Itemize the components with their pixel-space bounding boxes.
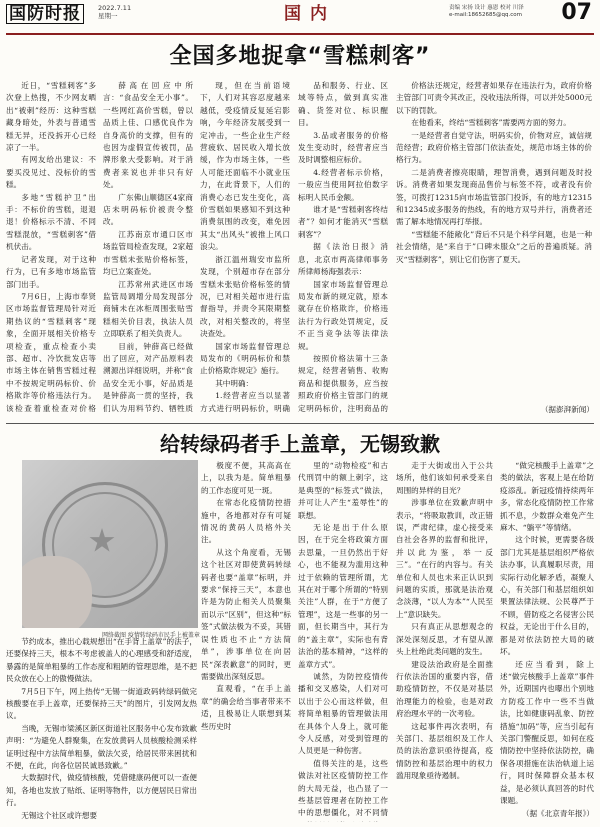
paragraph: “做完核酸手上盖章”之类的做法，客观上是在给防疫添乱。新冠疫情持续两年多，常态化疫情防控工作常抓不息，少数群众难免产生麻木、“躺平”等情绪。 (500, 461, 594, 533)
paragraph: 无论是出于什么原因，在于完全将政策方面去思量，一旦仍然出于好心，也不能视为滥用这种过于依赖的管理所谓，尤其在对于哪个所谓的“特别关注”人群，在于“方便了管理”，这是一些事的另一面，但长期当中，其行为的“盖主章”，实际也有背法治的基本精神，“这样的盖章方式”。 (298, 523, 388, 669)
paragraph: 二是消费者擦亮眼睛，理智消费，遇到问题及时投诉。消费者如果发现商品售价与标签不符，或者没有价签，可拨打12315向市场监管部门投诉，有的地方12315和12345或多服务的热线，有的地方双号并行，消费者还需了解本地情况再打举报。 (396, 167, 592, 227)
article2-column-1 (6, 636, 197, 822)
paragraph: 无锡这个社区或许想要 (21, 810, 98, 820)
article1-column-5 (396, 80, 592, 402)
paragraph: 目前，钟薛高已经做出了回应，对产品原料表溯源出详细说明，并称“食品安全无小事，好品质是是钟薛高一贯的坚持，我们认为用料节约、牺牲质 (103, 341, 193, 413)
article2-column-4 (396, 460, 493, 822)
paragraph: 值得关注的是，这些做法对社区疫情防控工作的大局无益，也凸显了一些基层管理者在防控工作中的思想僵化，对不同情 (298, 758, 388, 818)
paragraph: 一是经营者自觉守法，明码实价，价物对应，诚信规范经营；政府价格主管部门依法查处，规范市场主体的价格行为。 (396, 130, 592, 165)
page-number: 07 (561, 0, 592, 25)
paragraph: 从这个角度看，无锡这个社区对即使黄码转绿码者也要“盖章”标明，并要求“保持三天”，本意也许是为防止相关人员聚集而以示“区别”，但这种“标签”式做法极为不妥，其错误性质也不止“方法简单”，涉事单位在向居民“深表歉意”的同时，更需要做出深刻反思。 (201, 547, 291, 681)
paragraph: 国家市场监督管理总局发布的《明码标价和禁止价格欺诈规定》施行。 (200, 341, 290, 376)
article1-headline: 全国多地捉拿“雪糕刺客” (169, 44, 431, 69)
paragraph: 还应当看到，除上述“做完核酸手上盖章”事件外，近期国内也曝出个别地方防疫工作中一些不当做法，比如健康码乱象、防控措施“加码”等，应当引起有关部门警醒反思，如何在疫情防控中坚持依法防控，确保各项措施在法治轨道上运行，同时保障群众基本权益，是必须认真回答的时代课题。 (500, 659, 594, 805)
paragraph: 3.品或者服务的价格发生变动时，经营者应当及时调整相应标价。 (298, 130, 388, 165)
paragraph: 这起事件再次表明，有关部门、基层组织及工作人员的法治意识亟待提高，疫情防控和基层治理中的权力滥用现象亟待遏制。 (396, 721, 493, 781)
paragraph: 现，但在当前语境下，人们对其容忍度越来越低，受疫情反复延宕影响，今年经济发展受到一定冲击，一些企业生产经营疲软、居民收入增长放缓，作为市场主体，一些人可能还面临不小就业压力，在此背景下，人们的消费心态已发生变化，高价雪糕如果感知不到这种消费氛围的改变，难免因其太“出风头”被推上风口浪尖。 (200, 81, 290, 252)
article2-headline: 给转绿码者手上盖章，无锡致歉 (160, 432, 440, 456)
issue-date: 2022.7.11 (98, 4, 132, 12)
paragraph: 据《法治日报》消息，北京市两高律师事务所律师杨海强表示： (298, 242, 388, 277)
paragraph: 节约成本，推出心载规想出“在手背上盖章”的法子，还要保持三天，根本不考虑被盖人的心理感受和舒适度，暴露的是简单粗暴的工作态度和粗陋的管理思维，是不把民众放在心上的傲慢做法。 (6, 637, 197, 684)
editor-credits (449, 5, 569, 19)
paragraph: 1.经营者应当以显著方式进行明码标价，明确 (200, 391, 290, 413)
photo-caption: 网络截图 疫情转绿码市民手上被盖章 (102, 632, 200, 639)
article2-column-3 (298, 460, 388, 822)
paragraph: 品和服务、行业、区域等特点，做到真实准确、货签对位、标识醒目。 (298, 81, 388, 128)
logo-text: 国防时报 (6, 4, 84, 24)
paragraph: 浙江温州瑞安市监所发现，个别超市存在部分雪糕未张贴价格标签的情况，已对相关超市进行监督指导，并责令其限期整改，对相关整改的，将坚决查处。 (200, 254, 290, 339)
newspaper-logo (6, 2, 86, 26)
paragraph: 诚然，为防控疫情传播和交叉感染，人们对可以出于公心而这样做，但将简单粗暴的管理做法用在具体个人身上，就可能令人反感，对受到管理的人员更是一种伤害。 (298, 671, 388, 756)
paragraph: 只有真正从思想观念的深处深刻反思，才有望从源头上杜绝此类问题的发生。 (396, 622, 493, 657)
article1-column-6 (500, 404, 594, 418)
paragraph: 4.经营者标示价格，一般应当使用阿拉伯数字标明人民币金额。 (298, 167, 388, 202)
paragraph: 在常态化疫情防控措施中，各地都对存有可疑情况的黄码人员格外关注。 (201, 498, 291, 545)
paragraph: 其中明确： (215, 378, 254, 388)
paragraph: 江苏南京市通口区市场监管局检查发现，2家超市雪糕未张贴价格标签，均已立案查处。 (103, 229, 193, 277)
paragraph: （据《北京青年报》） (521, 809, 594, 818)
paragraph: 7月6日，上海市奉贤区市场监督管理局针对近期热议的“雪糕刺客”现象，全面开展相关价格专项检查，重点检查小卖部、超市、冷饮批发店等市场主体在销售雪糕过程中不按规定明码标价、价格欺诈等价格违法行为。该检查着重检查对价格 (6, 291, 96, 413)
article1-column-4 (298, 80, 388, 416)
issue-weekday: 星期一 (98, 12, 118, 20)
editor-names: 责编 宋扬 设计 惠恩 校对 川泽 (449, 5, 524, 11)
issue-date-block (98, 4, 131, 20)
paragraph: 直观看，“在手上盖章”的确会给当事者带来不适，且极易让人联想到某些历史时 (201, 684, 291, 731)
paragraph: 记者发现，对于这种行为，已有多地市场监管部门出手。 (6, 254, 96, 289)
article1-column-2 (103, 80, 193, 416)
article1-column-1 (6, 80, 96, 416)
paragraph: 国家市场监督管理总局发布新的规定就，原本就存在价格欺诈，价格违法行为行政处罚规定，反不正当竞争法等法律法规。 (298, 279, 388, 351)
masthead (6, 2, 594, 32)
paragraph: 在他看来，终结“雪糕刺客”需要两方面的努力。 (411, 118, 571, 128)
paragraph: 广东佛山顺德区4家商店未明码标价被责令整改。 (103, 192, 193, 227)
masthead-rule (6, 33, 594, 35)
article2-column-2 (201, 460, 291, 822)
paragraph: 建设法治政府是全面推行依法治国的重要内容，借助疫情防控，不仅是对基层治理能力的检验，也是对政府治理水平的一次考验。 (396, 659, 493, 719)
paragraph: 多地“雪糕护卫”出手：不标价的雪糕，退退退！价格标示不清、不同雪糕混放，“雪糕刺客”借机伏击。 (6, 192, 96, 252)
article1-column-3 (200, 80, 290, 416)
paragraph: 大数据时代，做疫情核酸，凭借健康码便可以一查便知，各地也发放了贴纸、证明等物件，以方便居民日常出行。 (6, 773, 197, 808)
paragraph: （据澎湃新闻） (540, 405, 594, 414)
article2-column-6 (500, 808, 594, 822)
paragraph: 7月5日下午，网上热传“无锡一街道政码转绿码做完核酸要在手上盖章，还要保持三天”的图片，引发网友热议。 (6, 686, 197, 721)
paragraph: 当晚，无锡市梁溪区新区街道社区服务中心发布致歉声明：“为避免人群聚集，在发放黄码人员核酸检测采样证明过程中方法简单粗暴，做法欠妥，给居民带来困扰和不便，在此，向各位居民诚恳致歉。” (6, 723, 197, 771)
paragraph: 走于大街或出入于公共场所，他们该如何承受来自周围的异样的目光？ (396, 461, 493, 495)
paragraph: 这个时候，更需要各级部门尤其是基层组织严格依法办事，认真履职尽责，用实际行动化解矛盾，凝聚人心，有关部门和基层组织如果置法律法规、公民尊严于不顾，借防疫之名侵害公民权益，无论出于什么目的，都是对依法防控大局的破坏。 (500, 535, 594, 657)
paragraph: 按照价格法第十三条规定，经营者销售、收购商品和提供服务，应当按照政府价格主管部门的规定明码标价，注明商品的 (298, 353, 388, 413)
paragraph: 涉事单位在致歉声明中表示，“将吸取教训，改正错误，严肃纪律，虚心接受来自社会各界的监督和批评，并以此为鉴，举一反三”。“在行的内容与。有关单位和人员也未来正认识到问题的实质，那就是法治观念淡薄，“以人为本”“人民至上”意识缺失。 (396, 498, 493, 619)
paragraph: 价格法还规定，经营者如果存在违法行为，政府价格主管部门可责令其改正，没收违法所得，可以并处5000元以下的罚款。 (396, 81, 592, 115)
paragraph: 薛高在回应中所言：“食品安全无小事”。一些网红高价雪糕，曾以品质上佳、口感优良作为自身高价的支撑，但有的也因为虚假宣传被罚，品牌形象大受影响。对于消费者来说也并非只有好处。 (103, 81, 193, 190)
paragraph: “雪糕能不能敞化”背后不只是个科学问题，也是一种社会情绪，是“来自于”口碑未服众”之后的普遍质疑。消灭“雪糕刺客”，别让它们伤害了夏天。 (396, 229, 592, 264)
paragraph: 极度不便，其高高在上，以我为是。简单粗暴的工作态度可见一斑。 (201, 461, 291, 495)
paragraph: 近日，“雪糕刺客”多次登上热搜，不少网友晒出“被刺”经历：这种雪糕藏身暗处，外表与普通雪糕无异，还没拆开心已经凉了一半。 (6, 81, 96, 153)
paragraph: 有网友给出建议：不要买没见过、没标价的雪糕。 (6, 155, 96, 190)
news-photo-stamped-hand (22, 460, 198, 628)
paragraph: 江苏常州武进区市场监管局调增分局发现部分商铺未在冰柜周围张贴雪糕相关价目表，执法人员立即联系了相关负责人。 (103, 279, 193, 339)
article-divider (6, 423, 594, 424)
editor-email: e-mail:18652685@qq.com (449, 12, 522, 18)
article2-column-5 (500, 460, 594, 822)
section-title: 国内 (284, 4, 336, 24)
thumb-shape (22, 556, 92, 628)
paragraph: 谁才是“雪糕刺客终结者”？如何才能消灭“雪糕刺客”？ (298, 205, 388, 239)
paragraph: 里的“动物检疫”和古代刑罚中的额上刺字，这是典型的“标签式”做法，并可让人产生“羞辱性”的联想。 (298, 461, 388, 520)
